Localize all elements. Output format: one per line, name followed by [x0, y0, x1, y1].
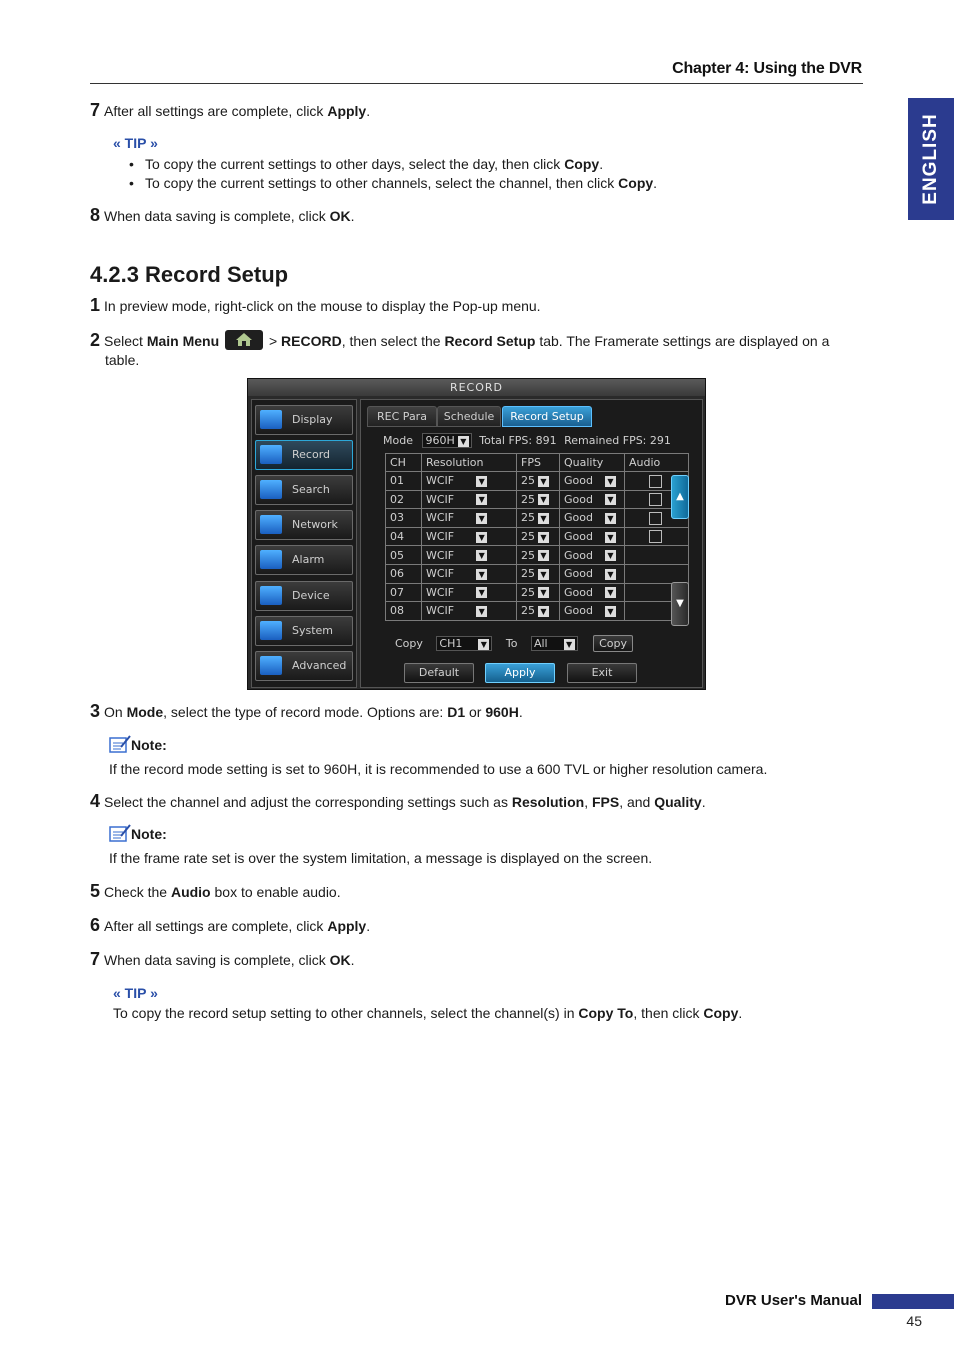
- exit-button[interactable]: Exit: [567, 663, 637, 683]
- scroll-up-button[interactable]: [671, 475, 689, 519]
- section-title: 4.2.3 Record Setup: [90, 262, 289, 287]
- menu-alarm-button[interactable]: Alarm: [255, 545, 353, 575]
- audio-checkbox[interactable]: [649, 512, 662, 525]
- arrow-down-icon: ▼: [676, 598, 684, 609]
- resolution-select[interactable]: WCIF ▼: [426, 530, 487, 543]
- audio-checkbox[interactable]: [649, 493, 662, 506]
- footer-bar: [872, 1294, 954, 1309]
- fps-select[interactable]: 25 ▼: [521, 493, 549, 506]
- chevron-down-icon: ▼: [458, 436, 469, 447]
- step-1: 1 In preview mode, right-click on the mouse to display the Pop-up menu.: [90, 295, 541, 315]
- menu-system-button[interactable]: System: [255, 616, 353, 646]
- quality-select[interactable]: Good ▼: [564, 474, 616, 487]
- note-2-text: If the frame rate set is over the system limitation, a message is displayed on the screen.: [109, 850, 653, 866]
- fps-select[interactable]: 25 ▼: [521, 586, 549, 599]
- apply-button[interactable]: Apply: [485, 663, 555, 683]
- quality-select[interactable]: Good ▼: [564, 567, 616, 580]
- dvr-main-menu: [251, 399, 357, 688]
- tip-label: « TIP »: [113, 135, 158, 151]
- wrench-icon: [260, 656, 282, 675]
- column-header: CH: [386, 454, 422, 472]
- chapter-heading: Chapter 4: Using the DVR: [672, 60, 862, 77]
- fps-select[interactable]: 25 ▼: [521, 567, 549, 580]
- menu-network-button[interactable]: Network: [255, 510, 353, 540]
- resolution-select[interactable]: WCIF ▼: [426, 586, 487, 599]
- table-row: 03 WCIF ▼ 25 ▼ Good ▼: [386, 509, 689, 528]
- tab-schedule[interactable]: Schedule: [437, 406, 501, 427]
- menu-display-button[interactable]: Display: [255, 405, 353, 435]
- copy-button[interactable]: Copy: [593, 635, 633, 652]
- tip-item: • To copy the current settings to other channels, select the channel, then click Copy.: [145, 174, 657, 193]
- step-8: 8 When data saving is complete, click OK.: [90, 205, 355, 225]
- default-button[interactable]: Default: [404, 663, 474, 683]
- home-icon: [225, 330, 263, 350]
- menu-search-button[interactable]: Search: [255, 475, 353, 505]
- copy-to-select[interactable]: All ▼: [531, 636, 578, 651]
- quality-select[interactable]: Good ▼: [564, 586, 616, 599]
- step-3: 3 On Mode, select the type of record mode. Options are: D1 or 960H.: [90, 701, 523, 721]
- fps-select[interactable]: 25 ▼: [521, 604, 549, 617]
- step-2: 2 Select Main Menu > RECORD, then select the Record Setup tab. The Framerate settings are displayed on a: [90, 330, 830, 350]
- tip-item: • To copy the current settings to other days, select the day, then click Copy.: [145, 155, 603, 174]
- table-row: 01 WCIF ▼ 25 ▼ Good ▼: [386, 472, 689, 491]
- monitor-icon: [260, 410, 282, 429]
- quality-select[interactable]: Good ▼: [564, 549, 616, 562]
- language-tab-label: ENGLISH: [920, 113, 941, 205]
- resolution-select[interactable]: WCIF ▼: [426, 604, 487, 617]
- dvr-window-title: RECORD: [248, 379, 705, 396]
- mode-row: Mode 960H ▼ Total FPS: 891 Remained FPS: 291: [383, 434, 671, 447]
- tab-record-setup[interactable]: Record Setup: [502, 406, 592, 427]
- fps-select[interactable]: 25 ▼: [521, 511, 549, 524]
- gear-icon: [260, 621, 282, 640]
- quality-select[interactable]: Good ▼: [564, 511, 616, 524]
- step-4: 4 Select the channel and adjust the corresponding settings such as Resolution, FPS, and Quality.: [90, 791, 706, 811]
- footer-manual-title: DVR User's Manual: [725, 1292, 862, 1309]
- fps-select[interactable]: 25 ▼: [521, 530, 549, 543]
- column-header: Audio: [625, 454, 689, 472]
- search-icon: [260, 480, 282, 499]
- quality-select[interactable]: Good ▼: [564, 493, 616, 506]
- tab-rec-para[interactable]: REC Para: [367, 406, 437, 427]
- menu-advanced-button[interactable]: Advanced: [255, 651, 353, 681]
- language-tab: [908, 98, 954, 220]
- fps-select[interactable]: 25 ▼: [521, 474, 549, 487]
- step-2-continued: table.: [105, 352, 140, 368]
- step-7: 7 When data saving is complete, click OK.: [90, 949, 355, 969]
- step-5: 5 Check the Audio box to enable audio.: [90, 881, 341, 901]
- tip-text: To copy the record setup setting to other channels, select the channel(s) in Copy To, then click Copy.: [113, 1005, 743, 1021]
- page-number: 45: [906, 1313, 922, 1329]
- note-1-text: If the record mode setting is set to 960H, it is recommended to use a 600 TVL or higher resolution camera.: [109, 761, 768, 777]
- column-header: Resolution: [422, 454, 517, 472]
- menu-device-button[interactable]: Device: [255, 581, 353, 611]
- column-header: FPS: [517, 454, 560, 472]
- device-icon: [260, 586, 282, 605]
- mode-select[interactable]: 960H ▼: [422, 433, 471, 448]
- fps-select[interactable]: 25 ▼: [521, 549, 549, 562]
- menu-record-button[interactable]: Record: [255, 440, 353, 470]
- resolution-select[interactable]: WCIF ▼: [426, 493, 487, 506]
- resolution-select[interactable]: WCIF ▼: [426, 474, 487, 487]
- tip-label: « TIP »: [113, 985, 158, 1001]
- framerate-table: [385, 453, 689, 621]
- quality-select[interactable]: Good ▼: [564, 530, 616, 543]
- notepad-icon: [109, 735, 131, 753]
- table-row: 07 WCIF ▼ 25 ▼ Good ▼: [386, 583, 689, 602]
- notepad-icon: [109, 824, 131, 842]
- network-icon: [260, 515, 282, 534]
- arrow-up-icon: ▲: [676, 491, 684, 502]
- note-1: Note:: [109, 735, 167, 758]
- copy-from-select[interactable]: CH1 ▼: [436, 636, 492, 651]
- step-6: 6 After all settings are complete, click Apply.: [90, 915, 371, 935]
- film-icon: [260, 445, 282, 464]
- record-setup-panel: [360, 399, 703, 688]
- step-7-top: 7 After all settings are complete, click Apply.: [90, 100, 371, 120]
- copy-row: Copy CH1 ▼ To All ▼ Copy: [395, 635, 633, 652]
- scroll-down-button[interactable]: [671, 582, 689, 626]
- resolution-select[interactable]: WCIF ▼: [426, 549, 487, 562]
- table-row: 05 WCIF ▼ 25 ▼ Good ▼: [386, 546, 689, 565]
- resolution-select[interactable]: WCIF ▼: [426, 511, 487, 524]
- table-row: 06 WCIF ▼ 25 ▼ Good ▼: [386, 564, 689, 583]
- dvr-record-screen: [247, 378, 706, 690]
- audio-checkbox[interactable]: [649, 475, 662, 488]
- audio-checkbox[interactable]: [649, 530, 662, 543]
- quality-select[interactable]: Good ▼: [564, 604, 616, 617]
- note-2: Note:: [109, 824, 167, 847]
- resolution-select[interactable]: WCIF ▼: [426, 567, 487, 580]
- table-row: 02 WCIF ▼ 25 ▼ Good ▼: [386, 490, 689, 509]
- column-header: Quality: [560, 454, 625, 472]
- table-row: 08 WCIF ▼ 25 ▼ Good ▼: [386, 602, 689, 621]
- table-row: 04 WCIF ▼ 25 ▼ Good ▼: [386, 527, 689, 546]
- header-rule: [90, 83, 863, 84]
- alarm-icon: [260, 550, 282, 569]
